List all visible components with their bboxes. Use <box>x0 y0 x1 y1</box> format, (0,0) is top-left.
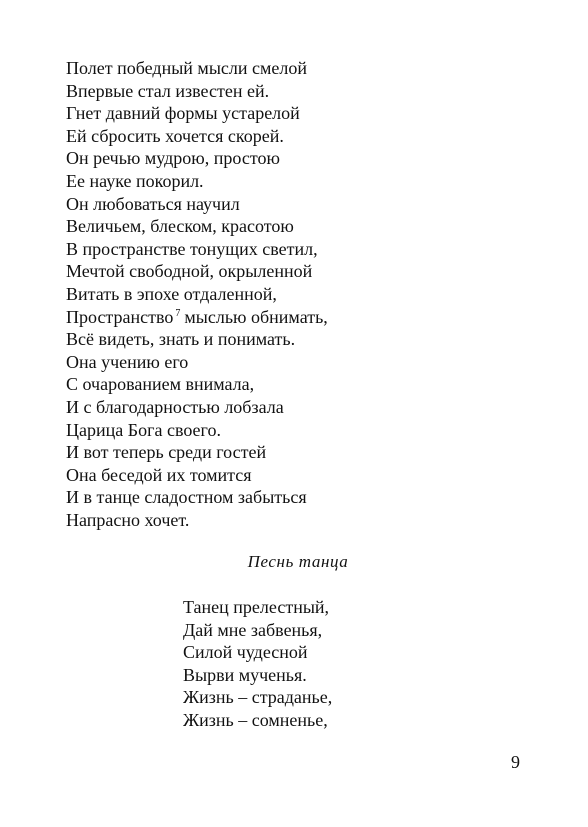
song-line: Дай мне забвенья, <box>183 619 323 640</box>
poem-line: И в танце сладостном забыться <box>66 487 307 508</box>
poem-line: Она беседой их томится <box>66 464 252 485</box>
poem-line: С очарованием внимала, <box>66 374 255 395</box>
poem-line: Гнет давний формы устарелой <box>66 103 300 124</box>
poem-stanza <box>66 57 328 531</box>
song-line: Танец прелестный, <box>183 597 330 617</box>
poem-line-with-footnote <box>66 306 328 329</box>
song-line: Жизнь – сомненье, <box>183 709 328 730</box>
page-number: 9 <box>511 752 520 772</box>
poem-line: Впервые стал известен ей. <box>66 80 270 101</box>
poem-line: Царица Бога своего. <box>66 419 221 440</box>
poem-line: Она учению его <box>66 351 189 372</box>
footnote-marker[interactable]: 7 <box>175 307 181 319</box>
poem-line-end: мыслью обнимать, <box>184 306 328 327</box>
poem-line: Полет победный мысли смелой <box>66 58 307 78</box>
poem-line-start: Пространство <box>66 306 174 327</box>
poem-line: Величьем, блеском, красотою <box>66 216 294 237</box>
poem-line: И вот теперь среди гостей <box>66 442 267 463</box>
song-title: Песнь танца <box>247 552 349 571</box>
song-stanza <box>183 596 332 732</box>
poem-line: В пространстве тонущих светил, <box>66 238 318 259</box>
song-line: Жизнь – страданье, <box>183 687 333 708</box>
poem-line: Всё видеть, знать и понимать. <box>66 329 296 350</box>
song-line: Вырви мученья. <box>183 664 307 685</box>
poem-line: Мечтой свободной, окрыленной <box>66 261 313 282</box>
poem-line: Ее науке покорил. <box>66 170 204 191</box>
poem-line: Напрасно хочет. <box>66 509 190 530</box>
poem-line: Витать в эпохе отдаленной, <box>66 283 277 304</box>
poem-line: Он речью мудрою, простою <box>66 148 280 169</box>
song-line: Силой чудесной <box>183 642 308 663</box>
poem-line: И с благодарностью лобзала <box>66 396 284 417</box>
poem-line: Он любоваться научил <box>66 193 240 214</box>
poem-line: Ей сбросить хочется скорей. <box>66 125 284 146</box>
